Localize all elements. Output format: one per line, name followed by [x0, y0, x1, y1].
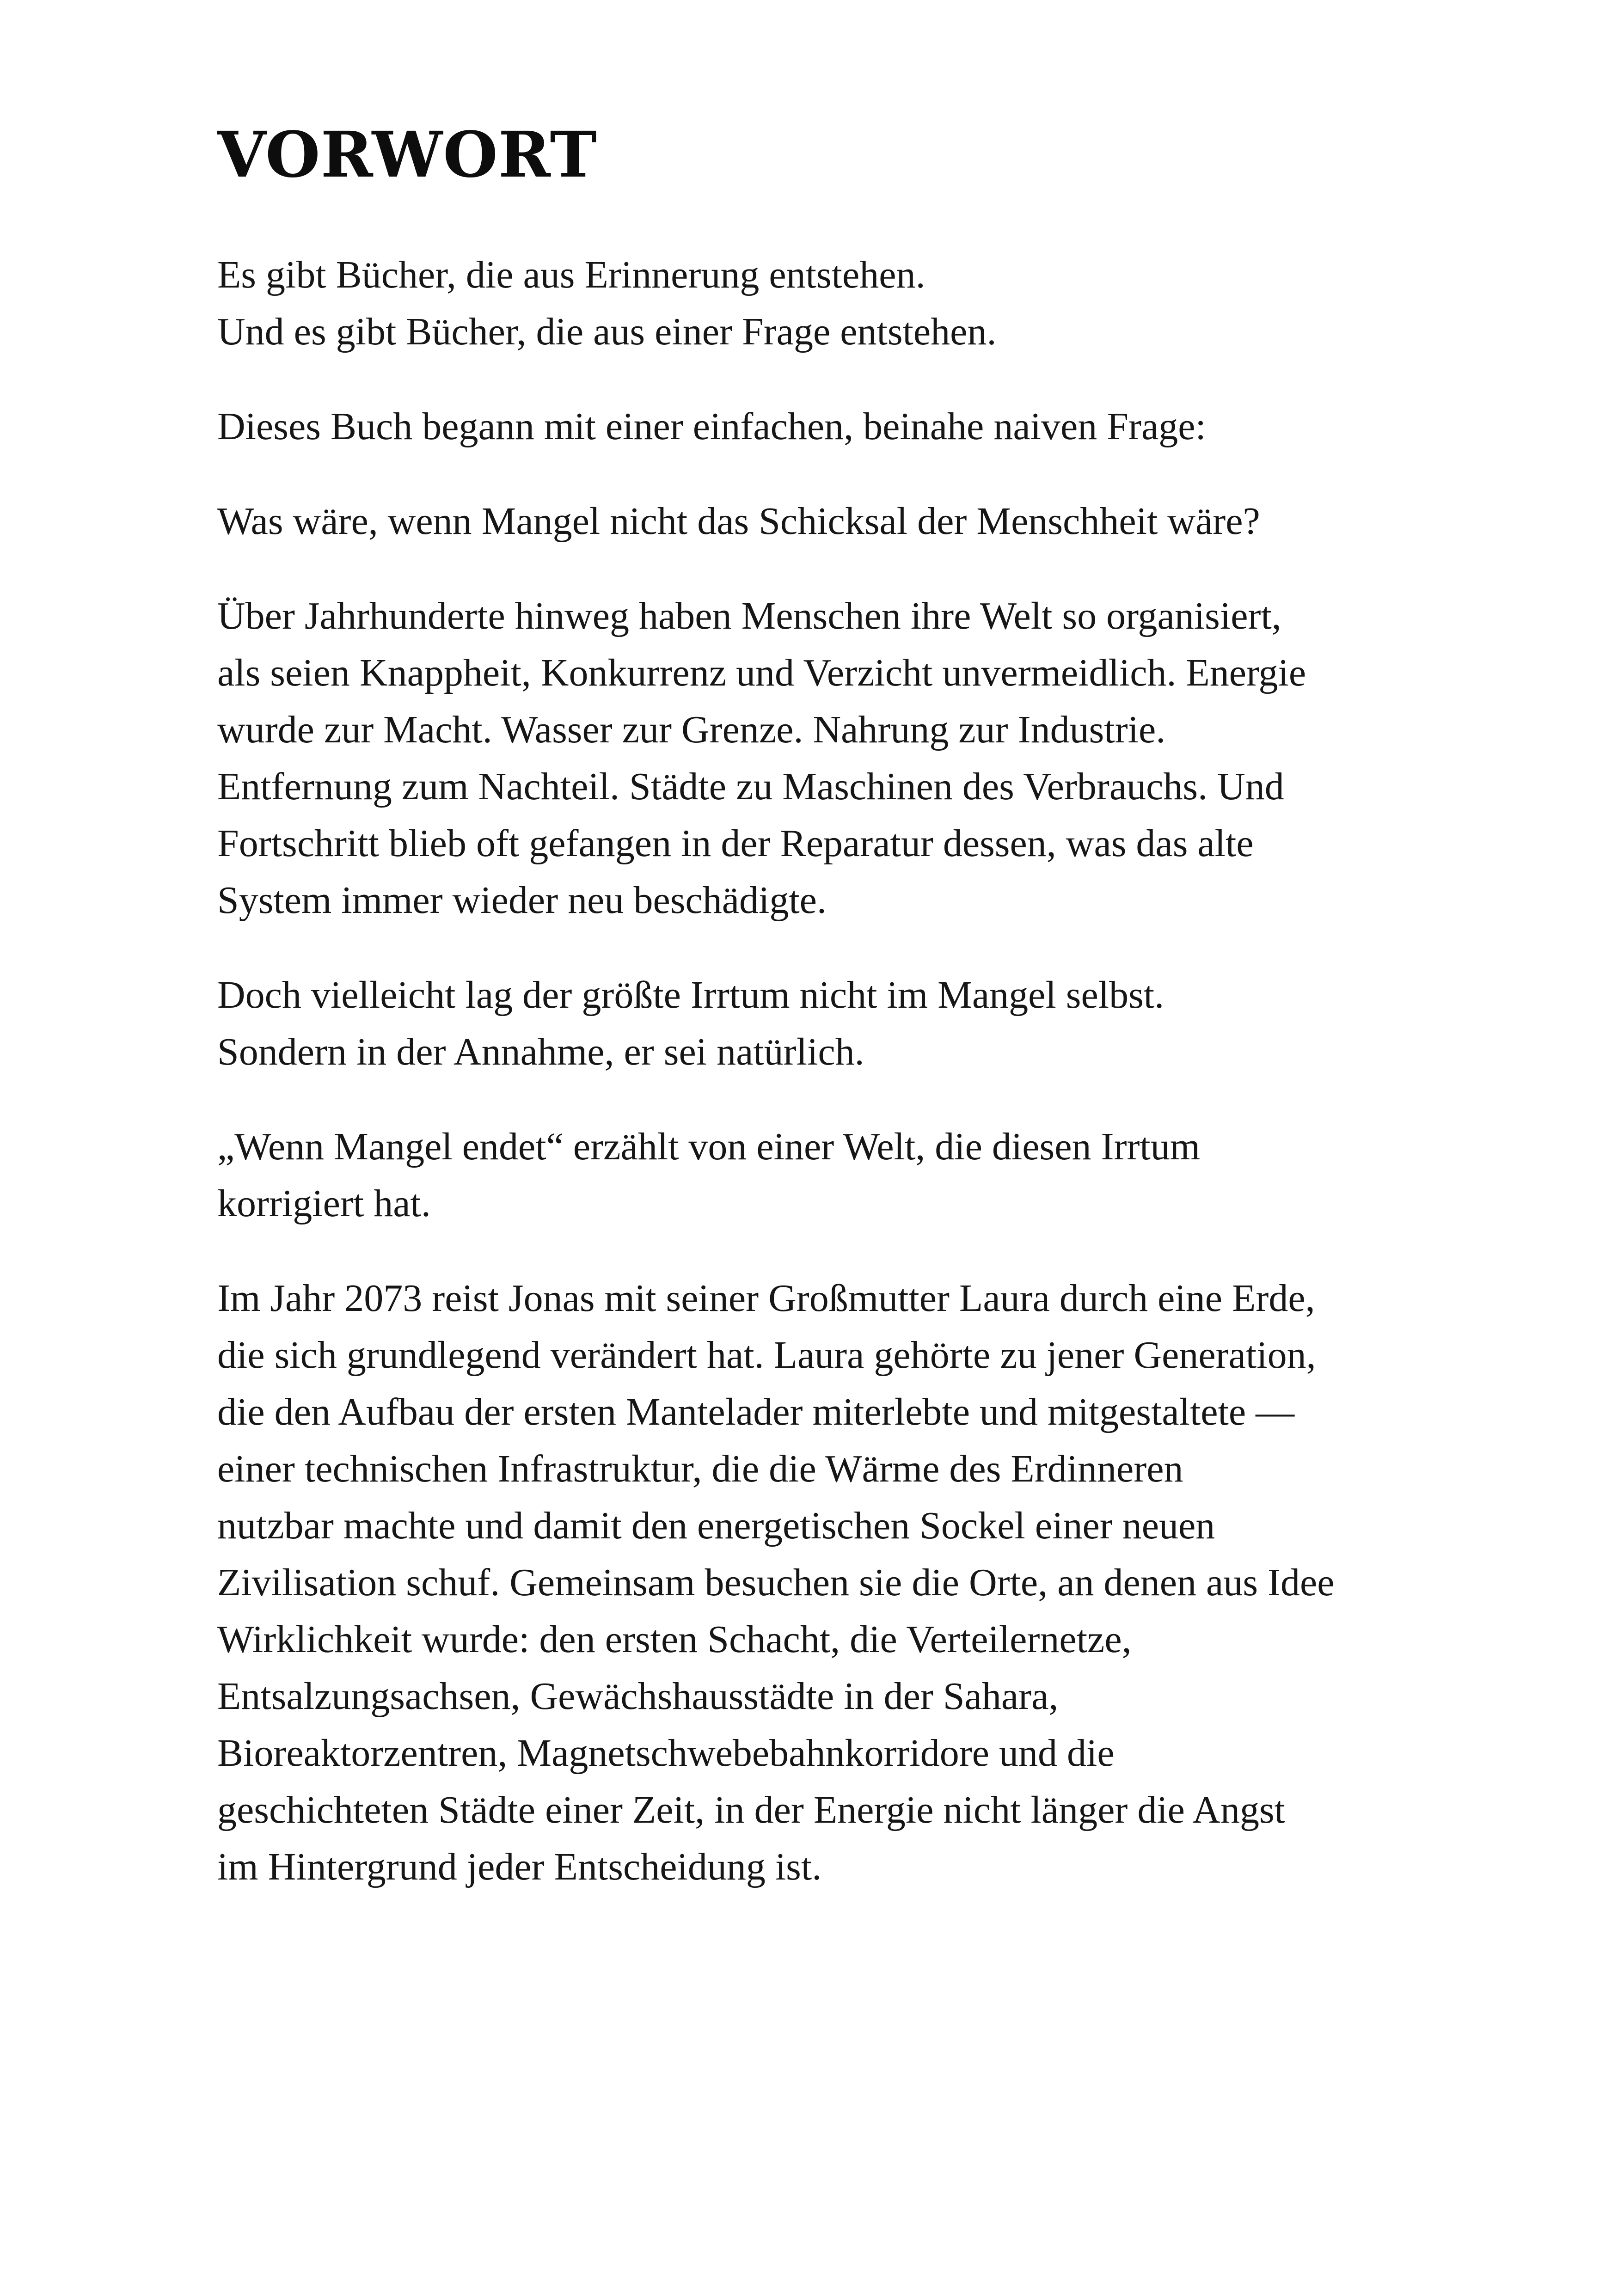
text-line: Dieses Buch begann mit einer einfachen, beinahe naiven Frage:: [217, 405, 1206, 448]
text-line: die den Aufbau der ersten Mantelader miterlebte und mitgestaltete —: [217, 1390, 1295, 1433]
text-line: Im Jahr 2073 reist Jonas mit seiner Großmutter Laura durch eine Erde,: [217, 1277, 1315, 1320]
text-line: als seien Knappheit, Konkurrenz und Verzicht unvermeidlich. Energie: [217, 651, 1306, 694]
text-line: Entsalzungsachsen, Gewächshausstädte in der Sahara,: [217, 1675, 1059, 1718]
paragraph: [217, 493, 1521, 550]
text-line: Fortschritt blieb oft gefangen in der Reparatur dessen, was das alte: [217, 822, 1254, 865]
paragraph: [217, 398, 1521, 455]
paragraph: [217, 1270, 1521, 1895]
text-line: Was wäre, wenn Mangel nicht das Schicksal der Menschheit wäre?: [217, 500, 1260, 543]
text-line: wurde zur Macht. Wasser zur Grenze. Nahrung zur Industrie.: [217, 708, 1166, 751]
text-line: „Wenn Mangel endet“ erzählt von einer Welt, die diesen Irrtum: [217, 1125, 1201, 1168]
text-line: korrigiert hat.: [217, 1182, 431, 1225]
text-line: Bioreaktorzentren, Magnetschwebebahnkorridore und die: [217, 1732, 1115, 1775]
text-line: geschichteten Städte einer Zeit, in der Energie nicht länger die Angst: [217, 1788, 1285, 1831]
paragraph: [217, 588, 1521, 929]
text-line: Und es gibt Bücher, die aus einer Frage entstehen.: [217, 310, 997, 353]
text-line: Über Jahrhunderte hinweg haben Menschen ihre Welt so organisiert,: [217, 594, 1281, 637]
text-line: Zivilisation schuf. Gemeinsam besuchen sie die Orte, an denen aus Idee: [217, 1561, 1335, 1604]
text-line: im Hintergrund jeder Entscheidung ist.: [217, 1845, 822, 1888]
page-content: [217, 118, 1521, 1933]
paragraph: [217, 1118, 1521, 1232]
text-line: einer technischen Infrastruktur, die die Wärme des Erdinneren: [217, 1447, 1183, 1490]
text-line: System immer wieder neu beschädigte.: [217, 879, 827, 922]
text-line: Sondern in der Annahme, er sei natürlich.: [217, 1030, 864, 1073]
paragraph: [217, 246, 1521, 360]
paragraph: [217, 967, 1521, 1080]
text-line: Entfernung zum Nachteil. Städte zu Maschinen des Verbrauchs. Und: [217, 765, 1284, 808]
text-line: Doch vielleicht lag der größte Irrtum nicht im Mangel selbst.: [217, 974, 1164, 1016]
text-line: Es gibt Bücher, die aus Erinnerung entstehen.: [217, 253, 925, 296]
text-line: die sich grundlegend verändert hat. Laura gehörte zu jener Generation,: [217, 1334, 1316, 1377]
page-title: VORWORT: [217, 118, 597, 192]
text-line: Wirklichkeit wurde: den ersten Schacht, die Verteilernetze,: [217, 1618, 1132, 1661]
text-line: nutzbar machte und damit den energetischen Sockel einer neuen: [217, 1504, 1215, 1547]
